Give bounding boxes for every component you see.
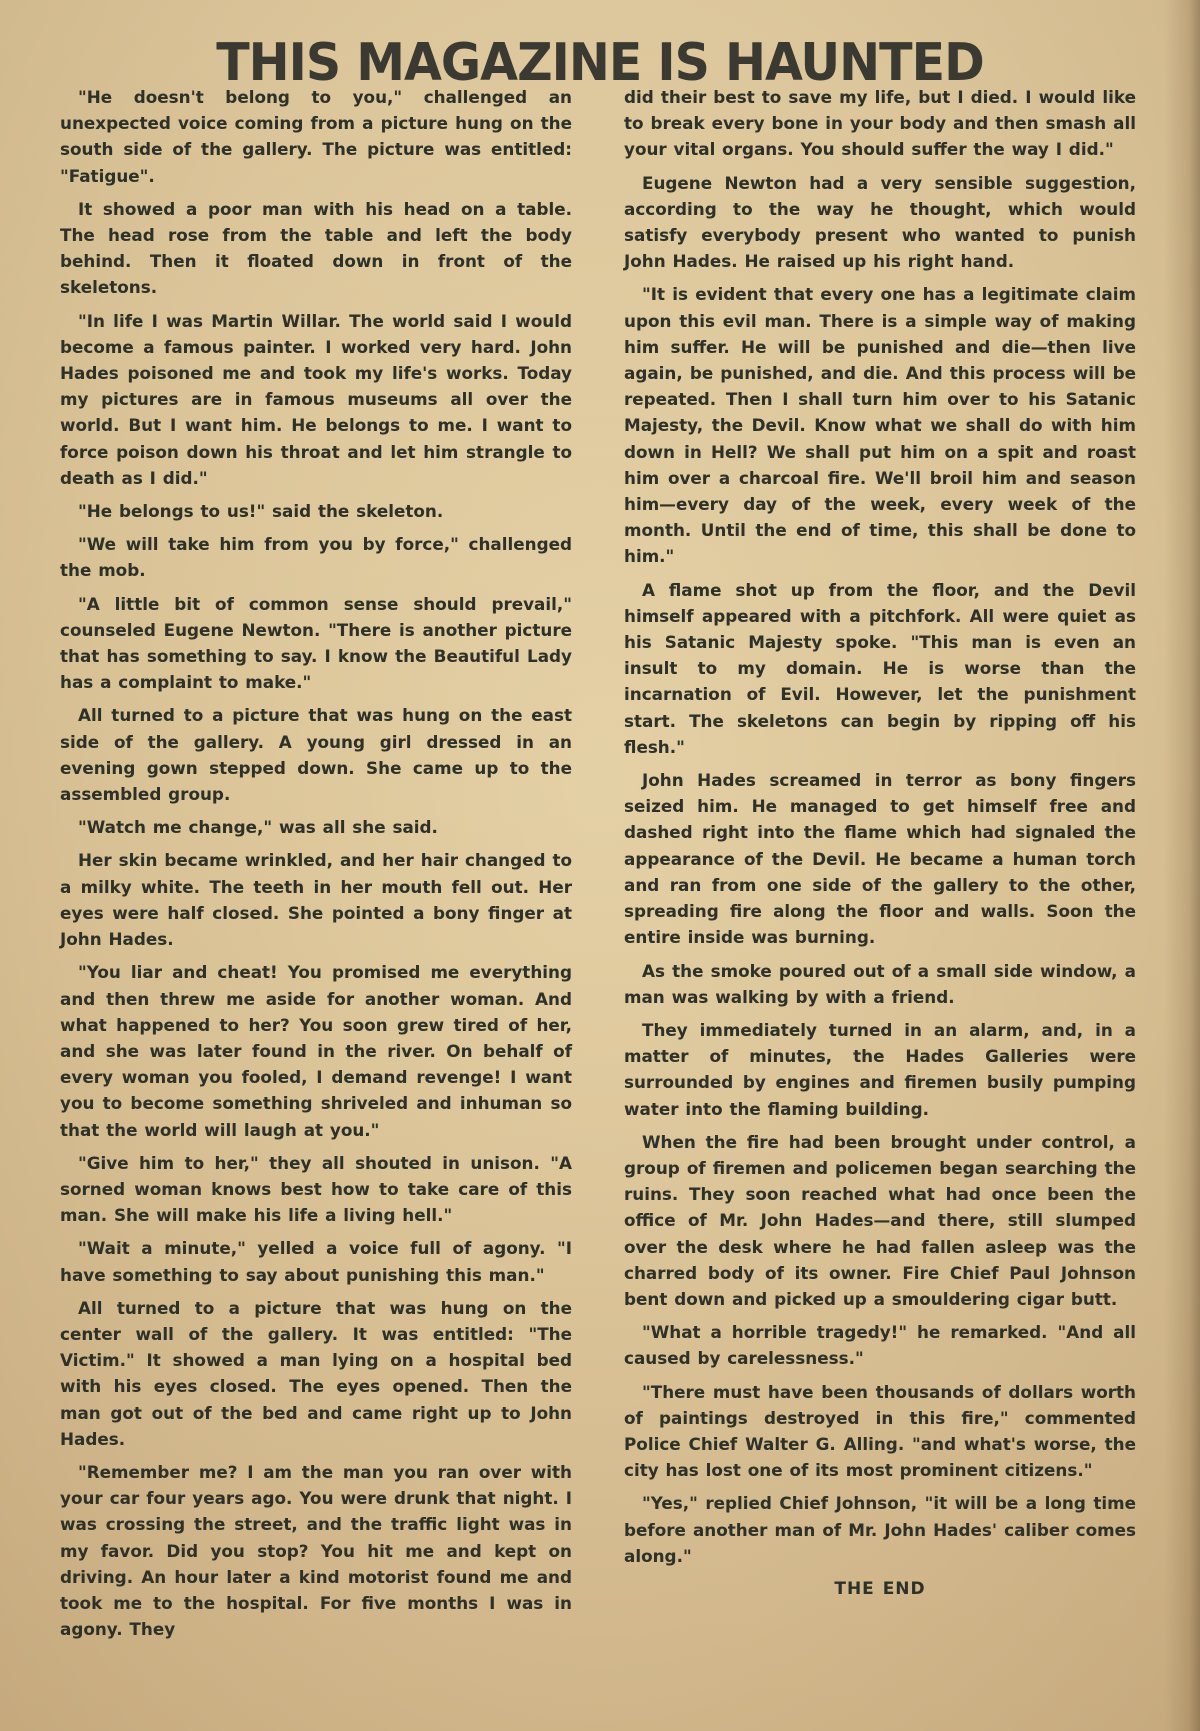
paragraph: "There must have been thousands of dollars worth of paintings destroyed in this fire," commented Police Chief Walter G. Alling. "and what's worse, the city has lost one of its most prominent citizens." (624, 1381, 1136, 1481)
left-text-column (60, 84, 572, 1649)
paragraph: When the fire had been brought under control, a group of firemen and policemen began searching the ruins. They soon reached what had once been the office of Mr. John Hades—and there, still slumped over the desk where he had fallen asleep was the charred body of its owner. Fire Chief Paul Johnson bent down and picked up a smouldering cigar butt. (624, 1131, 1136, 1309)
paragraph: "Wait a minute," yelled a voice full of agony. "I have something to say about punishing this man." (60, 1238, 572, 1285)
paragraph: "He belongs to us!" said the skeleton. (78, 501, 444, 522)
paragraph: They immediately turned in an alarm, and, in a matter of minutes, the Hades Galleries were surrounded by engines and firemen busily pumping water into the flaming building. (624, 1019, 1136, 1119)
paragraph: "We will take him from you by force," challenged the mob. (60, 534, 572, 581)
paragraph: "Remember me? I am the man you ran over with your car four years ago. You were drunk that night. I was crossing the street, and the traffic light was in my favor. Did you stop? You hit me and kept on driving. An hour later a kind motorist found me and took me to the hospital. For five months I was in agony. They (60, 1461, 572, 1640)
paragraph: "A little bit of common sense should prevail," counseled Eugene Newton. "There is another picture that has something to say. I know the Beautiful Lady has a complaint to make." (60, 593, 572, 693)
paragraph: A flame shot up from the floor, and the Devil himself appeared with a pitchfork. All were quiet as his Satanic Majesty spoke. "This man is even an insult to my domain. He is worse than the incarnation of Evil. However, let the punishment start. The skeletons can begin by ripping off his flesh." (624, 579, 1136, 757)
paragraph: As the smoke poured out of a small side window, a man was walking by with a friend. (624, 960, 1136, 1007)
paragraph: "He doesn't belong to you," challenged an unexpected voice coming from a picture hung on the south side of the gallery. The picture was entitled: "Fatigue". (60, 87, 572, 186)
paragraph: "Watch me change," was all she said. (78, 817, 438, 838)
paragraph: "What a horrible tragedy!" he remarked. "And all caused by carelessness." (624, 1322, 1136, 1369)
paragraph: "Give him to her," they all shouted in unison. "A sorned woman knows best how to take care of this man. She will make his life a living hell." (60, 1152, 572, 1226)
paragraph: "It is evident that every one has a legitimate claim upon this evil man. There is a simple way of making him suffer. He will be punished and die—then live again, be punished, and die. And this process will be repeated. Then I shall turn him over to his Satanic Majesty, the Devil. Know what we shall do with him down in Hell? We shall put him on a spit and roast him over a charcoal fire. We'll broil him and season him—every day of the week, every week of the month. Until the end of time, this shall be done to him." (624, 284, 1136, 567)
continued-paragraph: did their best to save my life, but I died. I would like to break every bone in your body and then smash all your vital organs. You should suffer the way I did." (624, 87, 1136, 160)
the-end-label: THE END (834, 1578, 926, 1599)
page-title: THIS MAGAZINE IS HAUNTED (216, 32, 984, 93)
page-spine-shadow (1164, 0, 1200, 1731)
paragraph: All turned to a picture that was hung on the east side of the gallery. A young girl dressed in an evening gown stepped down. She came up to the assembled group. (60, 705, 572, 805)
paragraph: All turned to a picture that was hung on the center wall of the gallery. It was entitled: "The Victim." It showed a man lying on a hospital bed with his eyes closed. The eyes opened. Then the man got out of the bed and came right up to John Hades. (60, 1297, 572, 1449)
paragraph: "In life I was Martin Willar. The world said I would become a famous painter. I worked very hard. John Hades poisoned me and took my life's works. Today my pictures are in famous museums all over the world. But I want him. He belongs to me. I want to force poison down his throat and let him strangle to death as I did." (60, 310, 572, 488)
paragraph: Her skin became wrinkled, and her hair changed to a milky white. The teeth in her mouth fell out. Her eyes were half closed. She pointed a bony finger at John Hades. (60, 850, 572, 950)
right-text-column (624, 84, 1136, 1609)
paragraph: "Yes," replied Chief Johnson, "it will be a long time before another man of Mr. John Hades' caliber comes along." (624, 1493, 1136, 1566)
paragraph: John Hades screamed in terror as bony fingers seized him. He managed to get himself free and dashed right into the flame which had signaled the appearance of the Devil. He became a human torch and ran from one side of the gallery to the other, spreading fire along the floor and walls. Soon the entire inside was burning. (624, 770, 1136, 948)
paragraph: Eugene Newton had a very sensible suggestion, according to the way he thought, which would satisfy everybody present who wanted to punish John Hades. He raised up his right hand. (624, 172, 1136, 272)
paragraph: It showed a poor man with his head on a table. The head rose from the table and left the body behind. Then it floated down in front of the skeletons. (60, 198, 572, 298)
paragraph: "You liar and cheat! You promised me everything and then threw me aside for another woman. And what happened to her? You soon grew tired of her, and she was later found in the river. On behalf of every woman you fooled, I demand revenge! I want you to become something shriveled and inhuman so that the world will laugh at you." (60, 962, 572, 1140)
